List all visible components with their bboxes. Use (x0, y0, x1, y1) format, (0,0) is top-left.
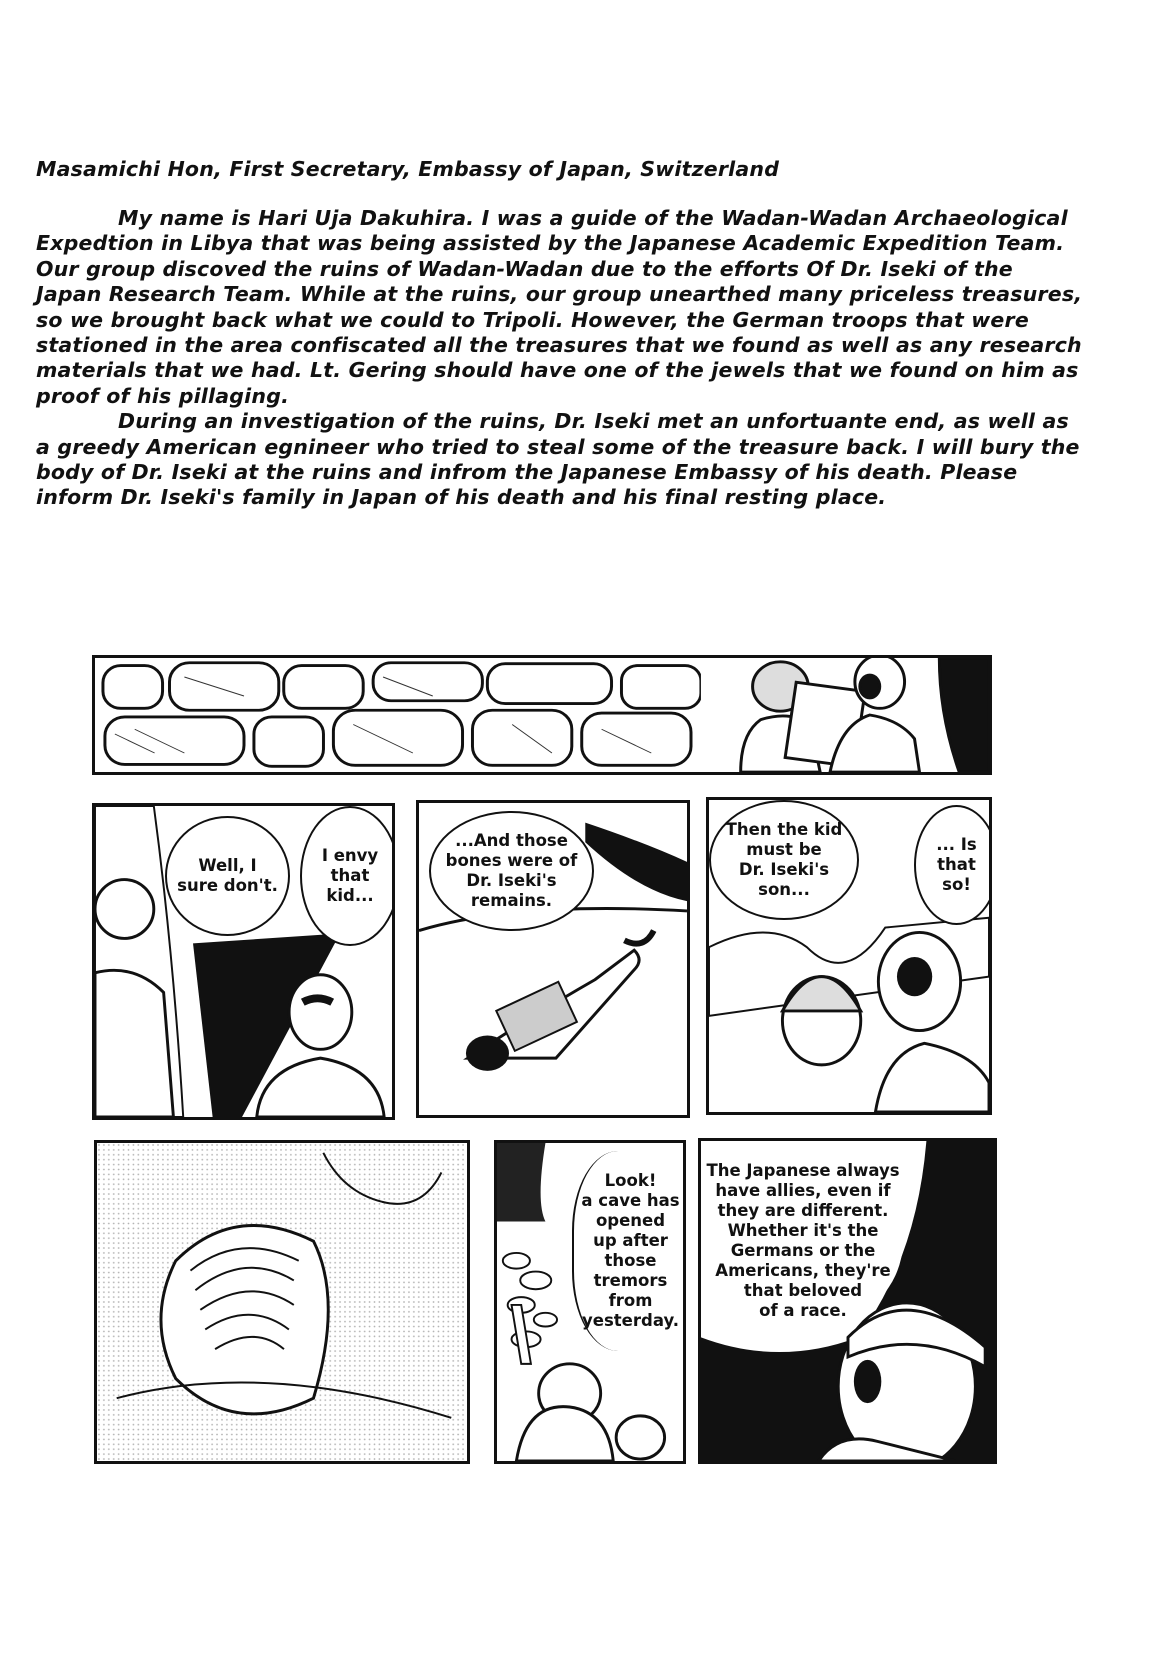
panel-stone-wall (92, 655, 992, 775)
stone-wall-illustration (95, 658, 989, 772)
letter-heading: Masamichi Hon, First Secretary, Embassy of Japan, Switzerland (36, 157, 780, 181)
bubble-text: Germans or the (730, 1241, 876, 1260)
panel-rock-formation (94, 1140, 470, 1464)
bubble-text: ...And those (455, 831, 568, 850)
letter-line: stationed in the area confiscated all the treasures that we found as well as any research (36, 332, 1082, 357)
bubble-text: Dr. Iseki's (738, 860, 830, 879)
bubble-text: up after (593, 1231, 668, 1250)
bubble-text: remains. (470, 891, 553, 910)
letter-line: inform Dr. Iseki's family in Japan of his death and his final resting place. (36, 485, 887, 510)
bubble-text: that (937, 855, 976, 874)
letter-line: so we brought back what we could to Tripoli. However, the German troops that were (36, 307, 1029, 332)
letter-text (36, 157, 1083, 511)
bubble-text: must be (746, 840, 822, 859)
speech-bubble (165, 816, 290, 936)
letter-line: proof of his pillaging. (36, 383, 290, 408)
bubble-text: that (330, 866, 370, 885)
speech-bubble (429, 811, 594, 931)
speech-bubble (709, 800, 859, 920)
bubble-text: I envy (321, 846, 379, 865)
letter-line: body of Dr. Iseki at the ruins and infrom the Japanese Embassy of his death. Please (36, 459, 1018, 484)
bubble-text: of a race. (759, 1301, 847, 1320)
bubble-text: sure don't. (177, 876, 278, 895)
bubble-text: ... Is (936, 835, 977, 854)
bubble-text: tremors (593, 1271, 668, 1290)
bubble-text: from (608, 1291, 653, 1310)
speech-bubble (572, 1151, 686, 1351)
bubble-text: a cave has (581, 1191, 680, 1210)
panel-remains (416, 800, 690, 1118)
cave-rock-illustration (97, 1143, 467, 1461)
letter-line: Japan Research Team. While at the ruins, our group unearthed many priceless treasures, (36, 282, 1083, 307)
panel-two-soldiers (92, 803, 395, 1120)
panel-cave-opened (494, 1140, 686, 1464)
bubble-text: Americans, they're (715, 1261, 891, 1280)
letter-line: Expedtion in Libya that was being assisted by the Japanese Academic Expedition Team. (36, 231, 1065, 256)
panel-iseki-son (706, 797, 992, 1115)
bubble-text: that beloved (743, 1281, 863, 1300)
letter-line: My name is Hari Uja Dakuhira. I was a guide of the Wadan-Wadan Archaeological (118, 206, 1068, 230)
letter-line: a greedy American egnineer who tried to steal some of the treasure back. I will bury the (36, 434, 1080, 459)
bubble-text: Dr. Iseki's (466, 871, 557, 890)
bubble-text: son... (758, 880, 810, 899)
bubble-text: Whether it's the (727, 1221, 879, 1240)
panel-officer-closeup (698, 1138, 997, 1464)
bubble-text: opened (595, 1211, 666, 1230)
bubble-text: those (604, 1251, 657, 1270)
bubble-text: have allies, even if (715, 1181, 891, 1200)
speech-bubble (914, 805, 992, 925)
bubble-text: bones were of (445, 851, 578, 870)
letter-line: materials that we had. Lt. Gering should have one of the jewels that we found on him as (36, 358, 1079, 383)
bubble-text: they are different. (717, 1201, 889, 1220)
speech-bubble (300, 806, 395, 946)
bubble-text: The Japanese always (706, 1161, 900, 1180)
bubble-text: kid... (326, 886, 374, 905)
letter-line: During an investigation of the ruins, Dr. Iseki met an unfortuante end, as well as (118, 409, 1069, 434)
bubble-text: yesterday. (582, 1311, 679, 1330)
letter-line: Our group discoved the ruins of Wadan-Wadan due to the efforts Of Dr. Iseki of the (36, 256, 1013, 281)
bubble-text: so! (942, 875, 971, 894)
speech-bubble (703, 1151, 903, 1331)
bubble-text: Look! (604, 1171, 657, 1190)
bubble-text: Well, I (198, 856, 257, 875)
bubble-text: Then the kid (725, 820, 843, 839)
